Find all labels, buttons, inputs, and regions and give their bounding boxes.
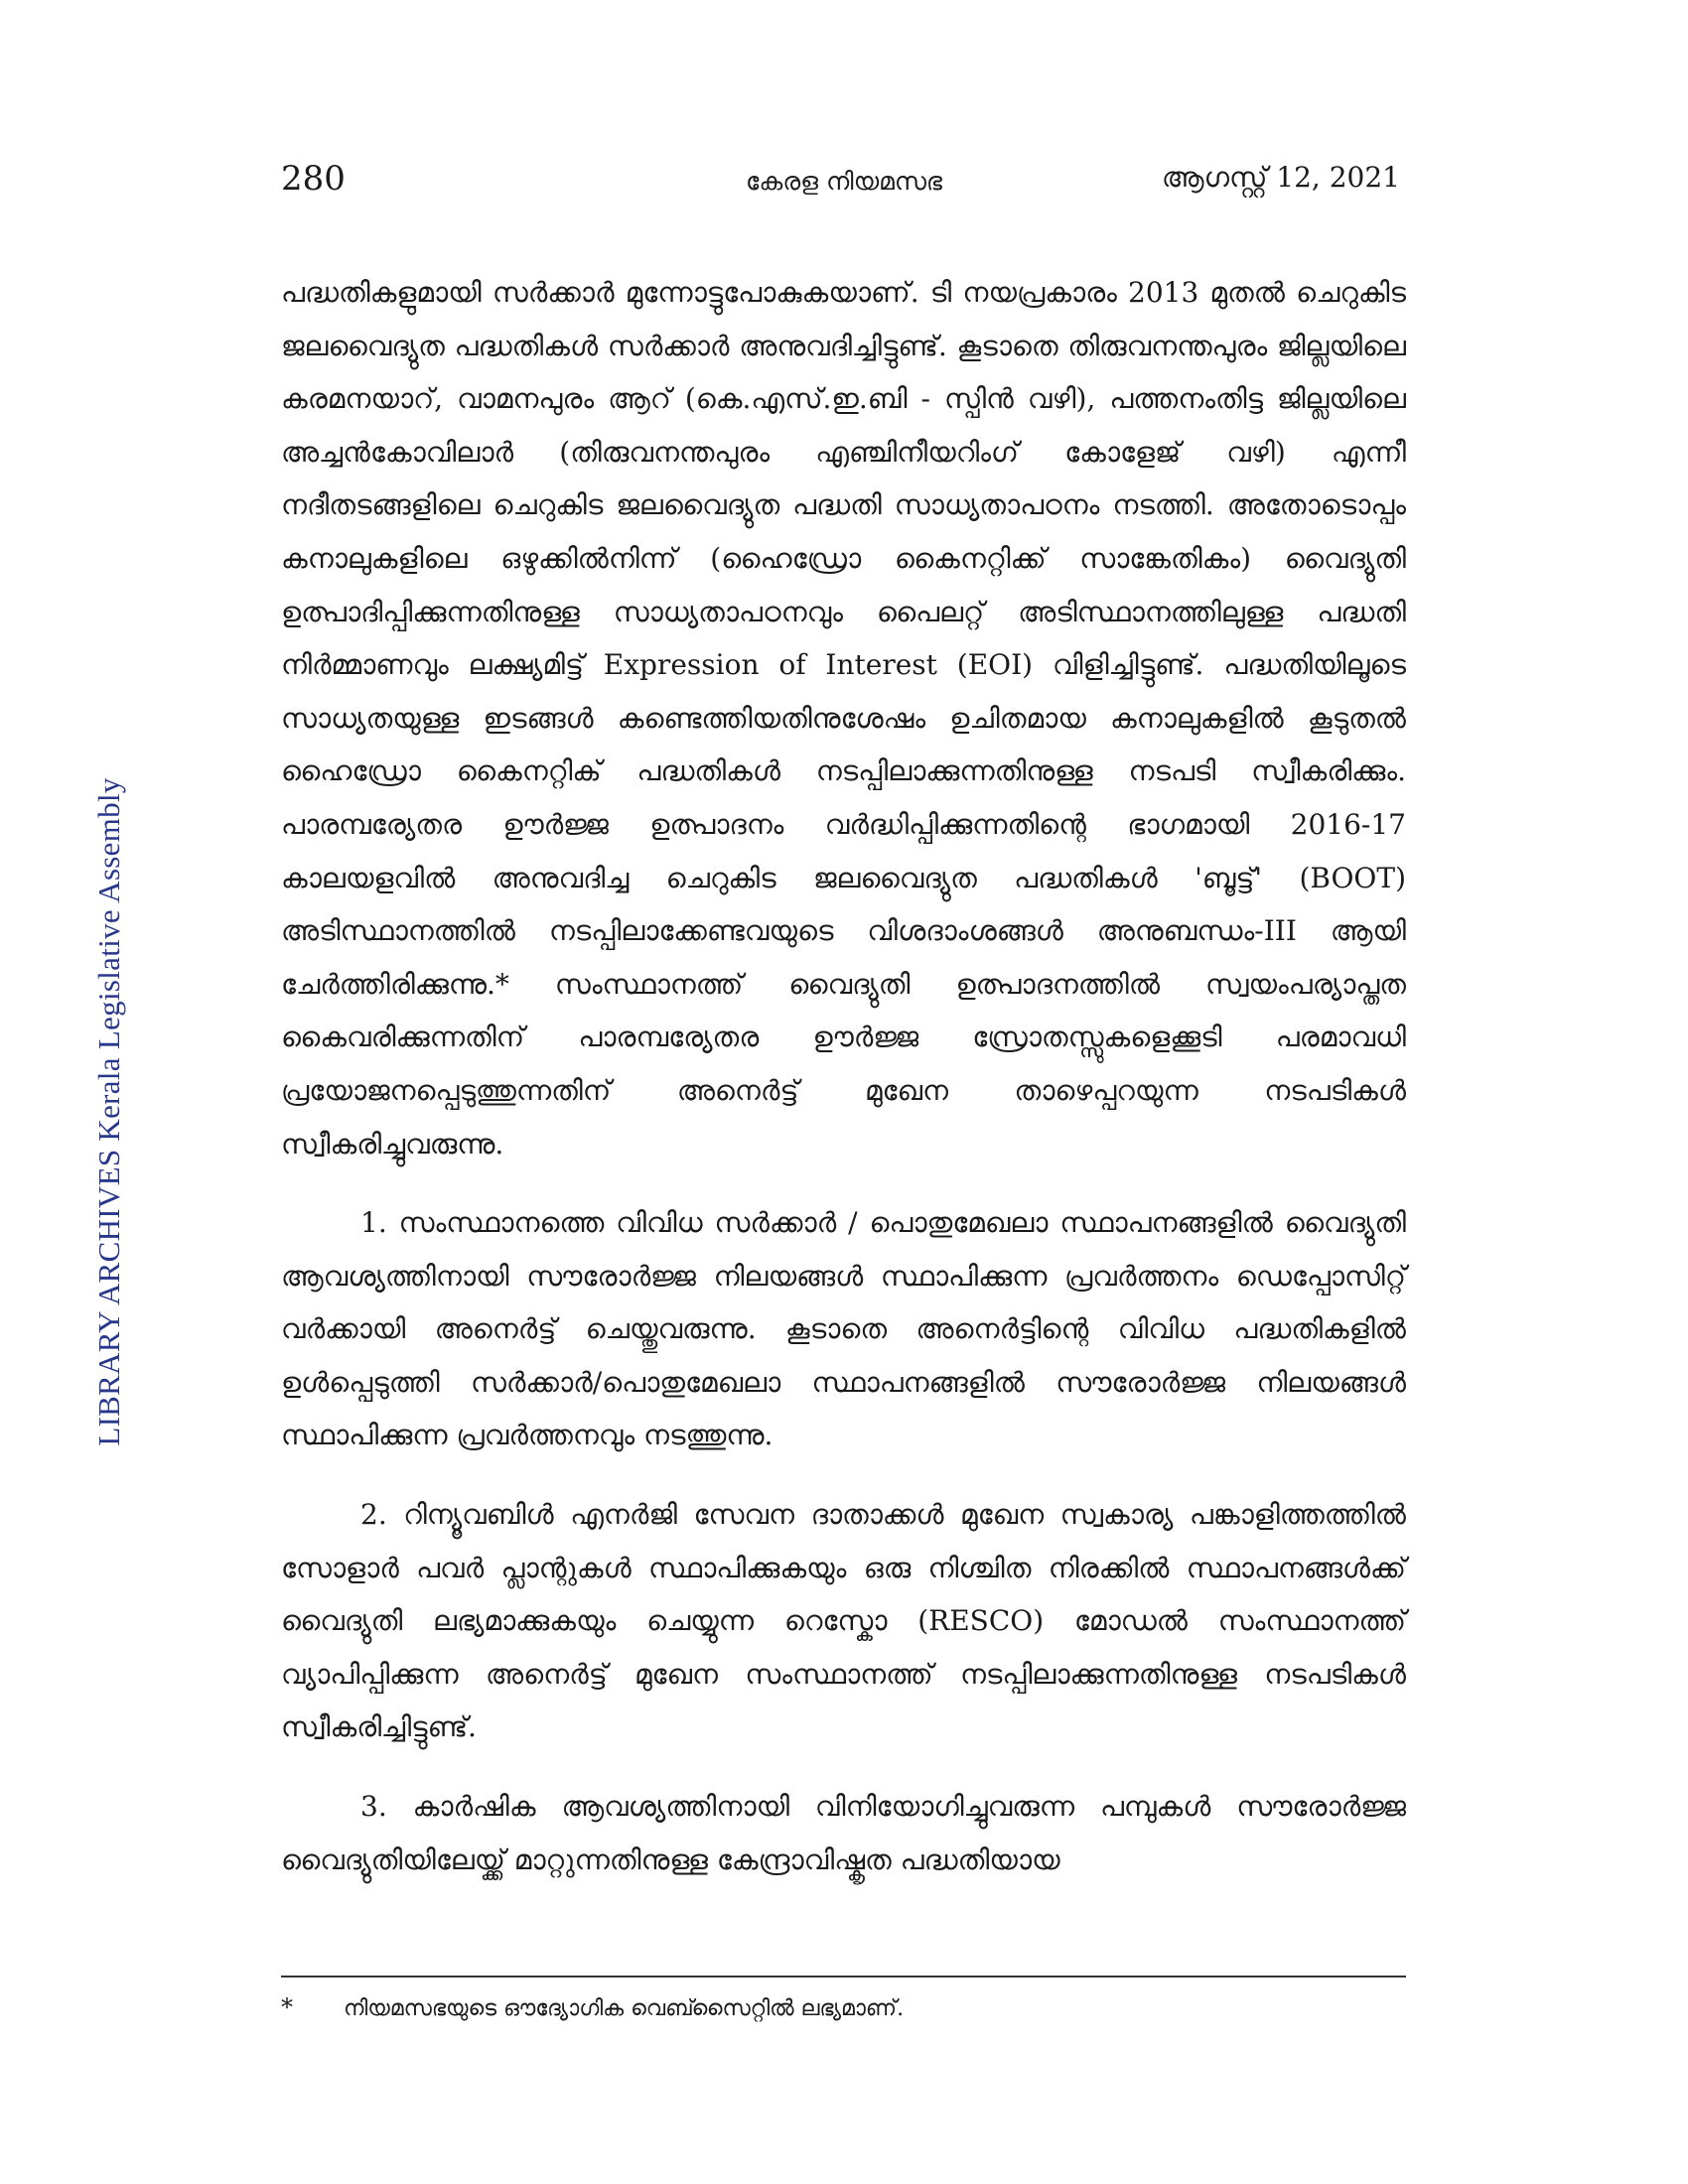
header-date: ആഗസ്റ്റ് 12, 2021 (1161, 161, 1400, 194)
list-item-3: 3. കാർഷിക ആവശ്യത്തിനായി വിനിയോഗിച്ചുവരുന്ന പമ്പുകൾ സൗരോർജ്ജ വൈദ്യുതിയിലേയ്ക്ക് മാറ്റുന്നതിനുള്ള കേന്ദ്രാവിഷ്കൃത പദ്ധതിയായ (281, 1790, 1406, 1876)
body-text (281, 266, 1406, 1886)
paragraph-intro: പദ്ധതികളുമായി സർക്കാർ മുന്നോട്ടുപോകുകയാണ്. ടി നയപ്രകാരം 2013 മുതൽ ചെറുകിട ജലവൈദ്യുത പദ്ധതികൾ സർക്കാർ അനുവദിച്ചിട്ടുണ്ട്. കൂടാതെ തിരുവനന്തപുരം ജില്ലയിലെ കരമനയാറ്, വാമനപുരം ആറ് (കെ.എസ്.ഇ.ബി - സ്പിൻ വഴി), പത്തനംതിട്ട ജില്ലയിലെ അച്ചൻകോവിലാർ (തിരുവനന്തപുരം എഞ്ചിനീയറിംഗ് കോളേജ് വഴി) എന്നീ നദീതടങ്ങളിലെ ചെറുകിട ജലവൈദ്യുത പദ്ധതി സാധ്യതാപഠനം നടത്തി. അതോടൊപ്പം കനാലുകളിലെ ഒഴുക്കിൽനിന്ന് (ഹൈഡ്രോ കൈനറ്റിക്ക് സാങ്കേതികം) വൈദ്യുതി ഉത്പാദിപ്പിക്കുന്നതിനുള്ള സാധ്യതാപഠനവും പൈലറ്റ് അടിസ്ഥാനത്തിലുള്ള പദ്ധതി നിർമ്മാണവും ലക്ഷ്യമിട്ട് Expression of Interest (EOI) വിളിച്ചിട്ടുണ്ട്. പദ്ധതിയിലൂടെ സാധ്യതയുള്ള ഇടങ്ങൾ കണ്ടെത്തിയതിനുശേഷം ഉചിതമായ കനാലുകളിൽ കൂടുതൽ ഹൈഡ്രോ കൈനറ്റിക് പദ്ധതികൾ നടപ്പിലാക്കുന്നതിനുള്ള നടപടി സ്വീകരിക്കും. പാരമ്പര്യേതര ഊർജ്ജ ഉത്പാദനം വർദ്ധിപ്പിക്കുന്നതിന്റെ ഭാഗമായി 2016-17 കാലയളവിൽ അനുവദിച്ച ചെറുകിട ജലവൈദ്യുത പദ്ധതികൾ 'ബൂട്ട്' (BOOT) അടിസ്ഥാനത്തിൽ നടപ്പിലാക്കേണ്ടവയുടെ വിശദാംശങ്ങൾ അനുബന്ധം-III ആയി ചേർത്തിരിക്കുന്നു.* സംസ്ഥാനത്ത് വൈദ്യുതി ഉത്പാദനത്തിൽ സ്വയംപര്യാപ്തത കൈവരിക്കുന്നതിന് പാരമ്പര്യേതര ഊർജ്ജ സ്രോതസ്സുകളെക്കൂടി പരമാവധി പ്രയോജനപ്പെടുത്തുന്നതിന് അനെർട്ട് മുഖേന താഴെപ്പറയുന്ന നടപടികൾ സ്വീകരിച്ചുവരുന്നു. (281, 276, 1406, 1160)
footnote-mark: * (281, 1993, 293, 2021)
list-item-2: 2. റിന്യൂവബിൾ എനർജി സേവന ദാതാക്കൾ മുഖേന സ്വകാര്യ പങ്കാളിത്തത്തിൽ സോളാർ പവർ പ്ലാന്റുകൾ സ്ഥാപിക്കുകയും ഒരു നിശ്ചിത നിരക്കിൽ സ്ഥാപനങ്ങൾക്ക് വൈദ്യുതി ലഭ്യമാക്കുകയും ചെയ്യുന്ന റെസ്കോ (RESCO) മോഡൽ സംസ്ഥാനത്ത് വ്യാപിപ്പിക്കുന്ന അനെർട്ട് മുഖേന സംസ്ഥാനത്ത് നടപ്പിലാക്കുന്നതിനുള്ള നടപടികൾ സ്വീകരിച്ചിട്ടുണ്ട്. (281, 1498, 1406, 1744)
list-item-1: 1. സംസ്ഥാനത്തെ വിവിധ സർക്കാർ / പൊതുമേഖലാ സ്ഥാപനങ്ങളിൽ വൈദ്യുതി ആവശ്യത്തിനായി സൗരോർജ്ജ നിലയങ്ങൾ സ്ഥാപിക്കുന്ന പ്രവർത്തനം ഡെപ്പോസിറ്റ് വർക്കായി അനെർട്ട് ചെയ്തുവരുന്നു. കൂടാതെ അനെർട്ടിന്റെ വിവിധ പദ്ധതികളിൽ ഉൾപ്പെടുത്തി സർക്കാർ/പൊതുമേഖലാ സ്ഥാപനങ്ങളിൽ സൗരോർജ്ജ നിലയങ്ങൾ സ്ഥാപിക്കുന്ന പ്രവർത്തനവും നടത്തുന്നു. (281, 1206, 1406, 1452)
footnote (281, 1993, 904, 2021)
running-header-title: കേരള നിയമസഭ (746, 167, 942, 196)
footnote-divider (281, 1976, 1406, 1978)
page-number: 280 (281, 159, 346, 199)
library-archives-watermark: LIBRARY ARCHIVES Kerala Legislative Assembly (91, 777, 126, 1446)
footnote-text: നിയമസഭയുടെ ഔദ്യോഗിക വെബ്സൈറ്റിൽ ലഭ്യമാണ്. (344, 1996, 905, 2021)
